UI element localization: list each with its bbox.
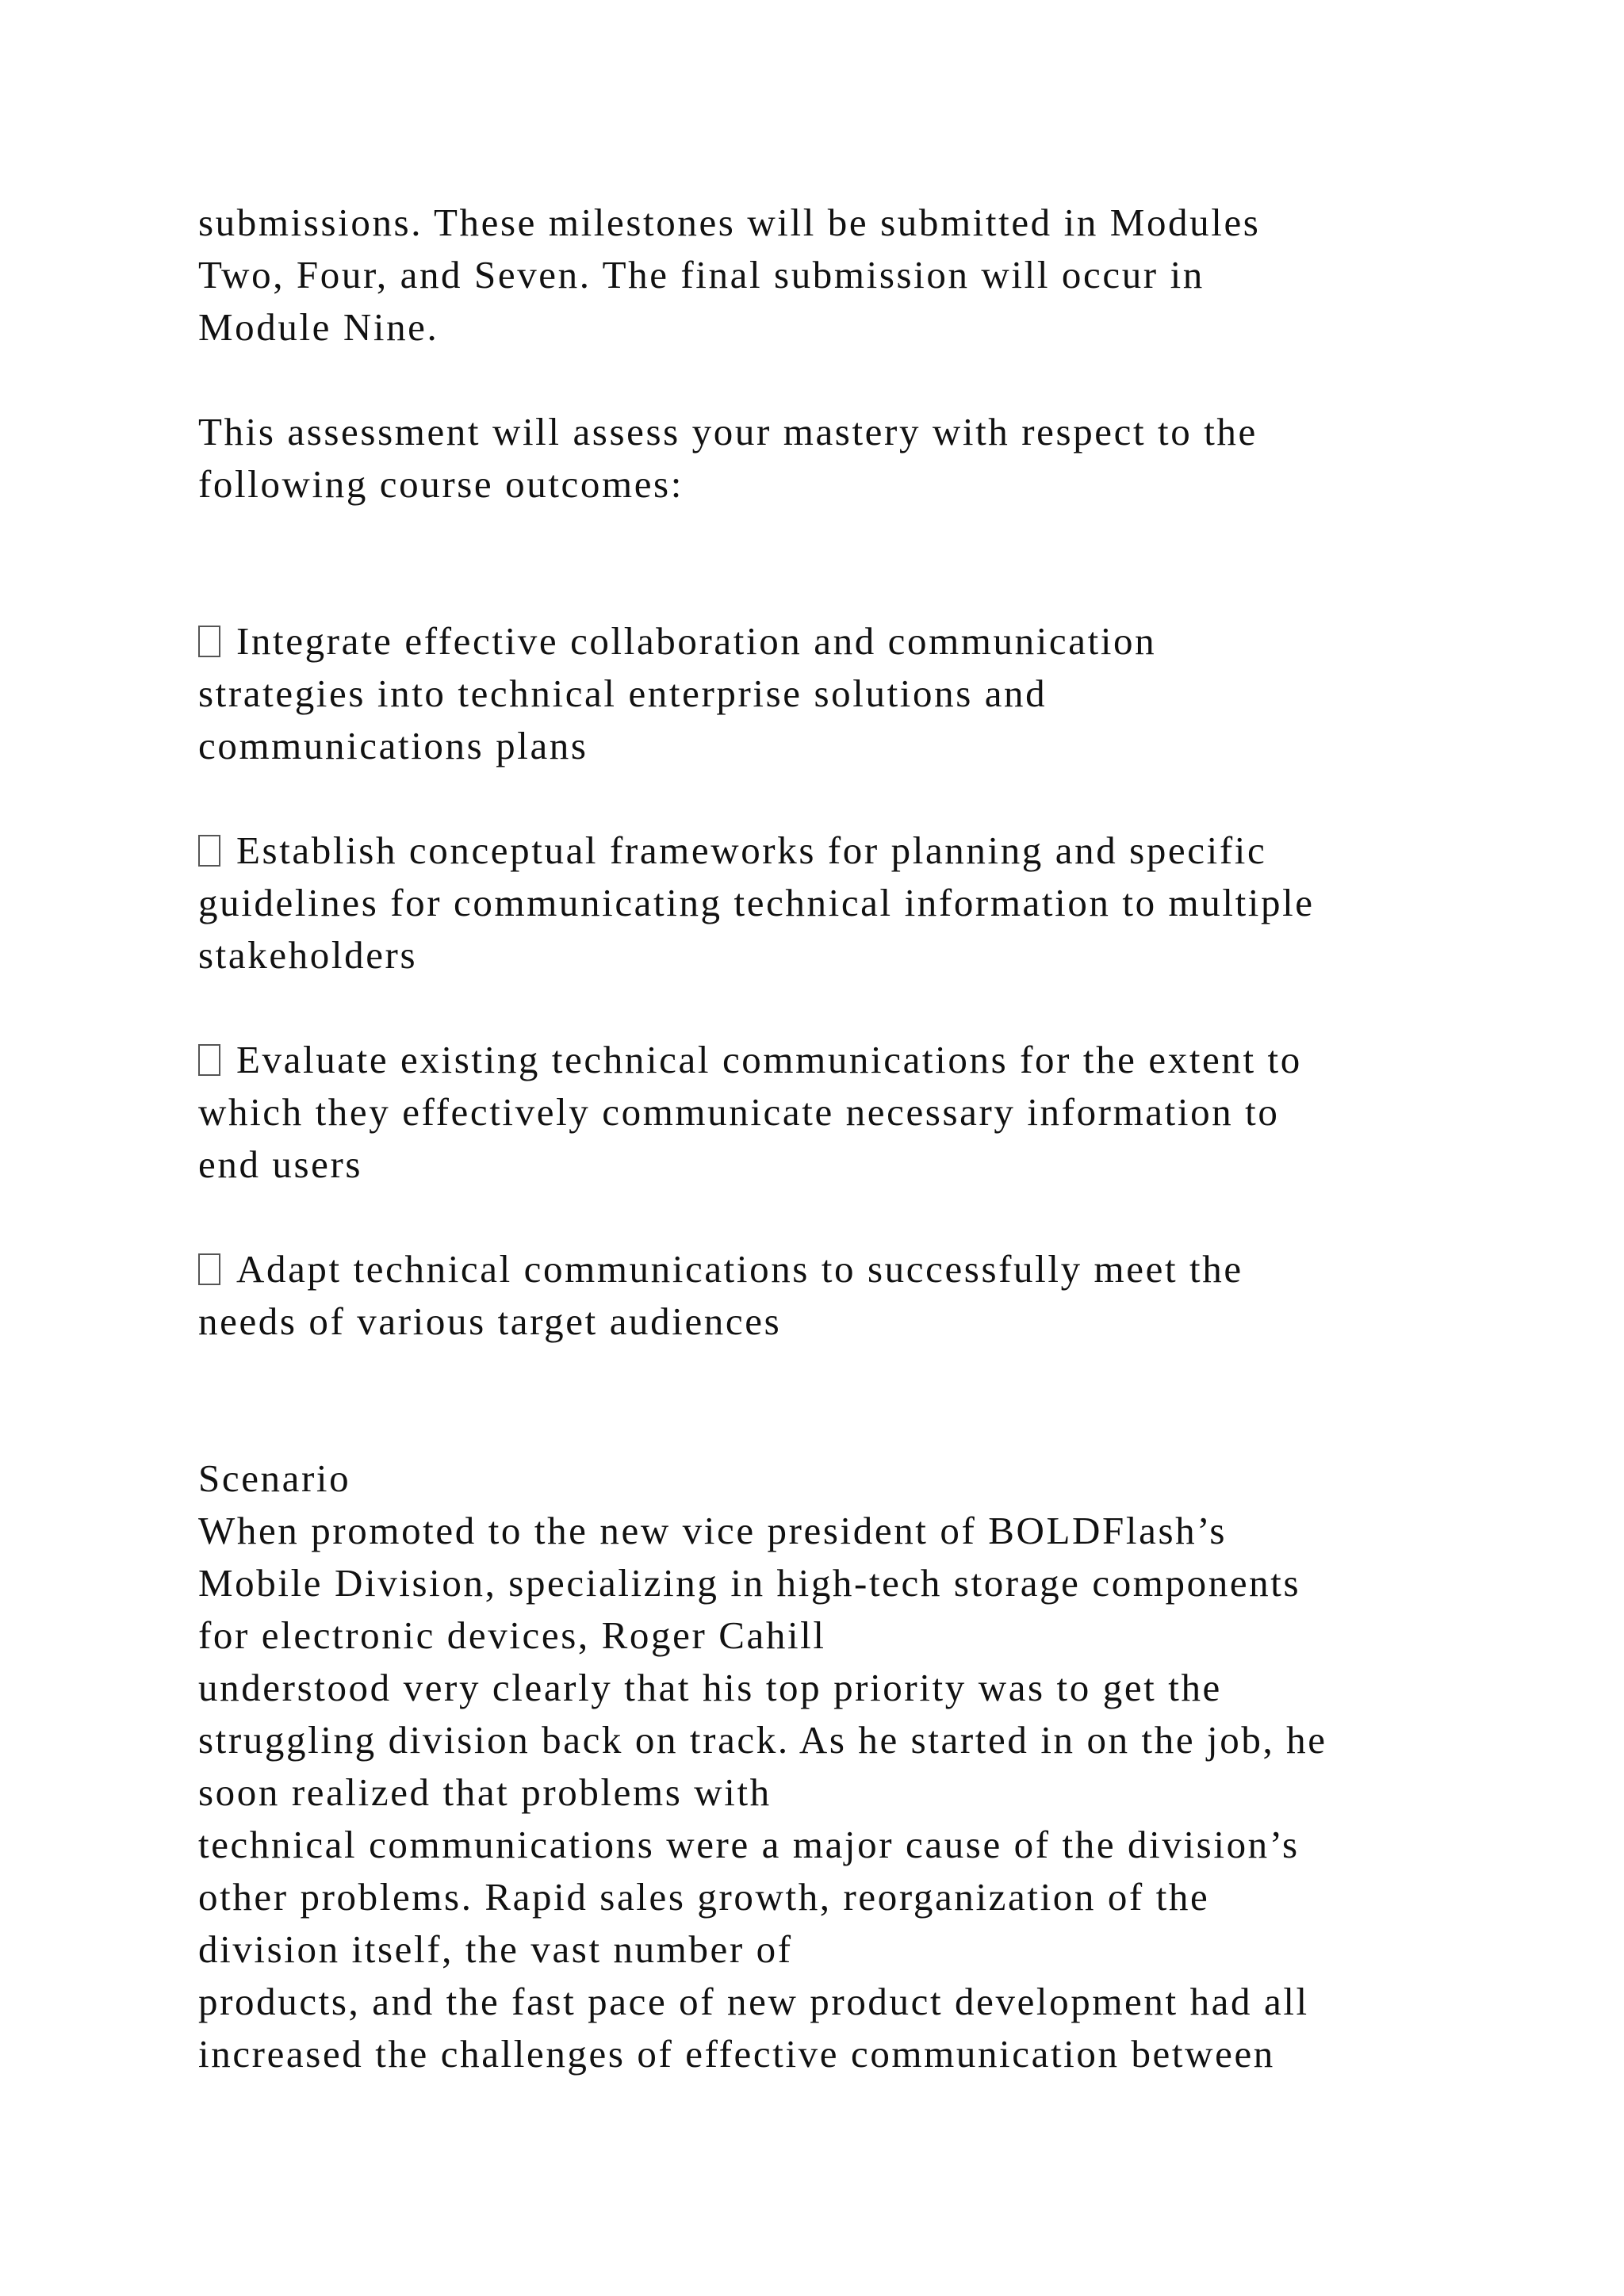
outcome-text: Evaluate existing technical communications for the extent to [236, 1038, 1302, 1081]
outcome-item [198, 1243, 1243, 1295]
outcome-item [198, 615, 1156, 668]
outcome-text: Establish conceptual frameworks for planning and specific [236, 828, 1267, 872]
assessment-line: This assessment will assess your mastery with respect to the [198, 410, 1258, 453]
outcome-line: which they effectively communicate necessary information to [198, 1090, 1280, 1134]
outcome-line: needs of various target audiences [198, 1299, 782, 1343]
outcome-line: end users [198, 1142, 363, 1186]
outcome-item [198, 1034, 1302, 1086]
outcome-line: strategies into technical enterprise solutions and [198, 672, 1048, 715]
missing-glyph-bullet-icon [198, 835, 220, 867]
intro-line: Two, Four, and Seven. The final submission will occur in [198, 253, 1205, 297]
scenario-line: division itself, the vast number of [198, 1927, 793, 1971]
scenario-line: Mobile Division, specializing in high-tech storage components [198, 1561, 1301, 1605]
missing-glyph-bullet-icon [198, 1044, 220, 1076]
scenario-line: other problems. Rapid sales growth, reorganization of the [198, 1875, 1210, 1919]
intro-line: Module Nine. [198, 305, 439, 349]
outcome-item [198, 825, 1266, 877]
missing-glyph-bullet-icon [198, 1253, 220, 1285]
outcome-line: guidelines for communicating technical information to multiple [198, 881, 1315, 924]
scenario-line: soon realized that problems with [198, 1770, 772, 1814]
scenario-line: increased the challenges of effective communication between [198, 2032, 1275, 2076]
outcome-line: communications plans [198, 724, 588, 767]
scenario-line: technical communications were a major cause of the division’s [198, 1823, 1300, 1866]
outcome-text: Adapt technical communications to successfully meet the [236, 1247, 1243, 1291]
scenario-line: understood very clearly that his top priority was to get the [198, 1666, 1222, 1709]
intro-line: submissions. These milestones will be submitted in Modules [198, 201, 1261, 244]
scenario-line: products, and the fast pace of new product development had all [198, 1980, 1309, 2023]
scenario-heading: Scenario [198, 1456, 351, 1500]
scenario-line: for electronic devices, Roger Cahill [198, 1613, 826, 1657]
scenario-line: struggling division back on track. As he started in on the job, he [198, 1718, 1327, 1762]
assessment-line: following course outcomes: [198, 462, 684, 506]
missing-glyph-bullet-icon [198, 626, 220, 657]
outcome-text: Integrate effective collaboration and communication [236, 619, 1157, 663]
scenario-line: When promoted to the new vice president of BOLDFlash’s [198, 1509, 1228, 1552]
outcome-line: stakeholders [198, 933, 418, 977]
